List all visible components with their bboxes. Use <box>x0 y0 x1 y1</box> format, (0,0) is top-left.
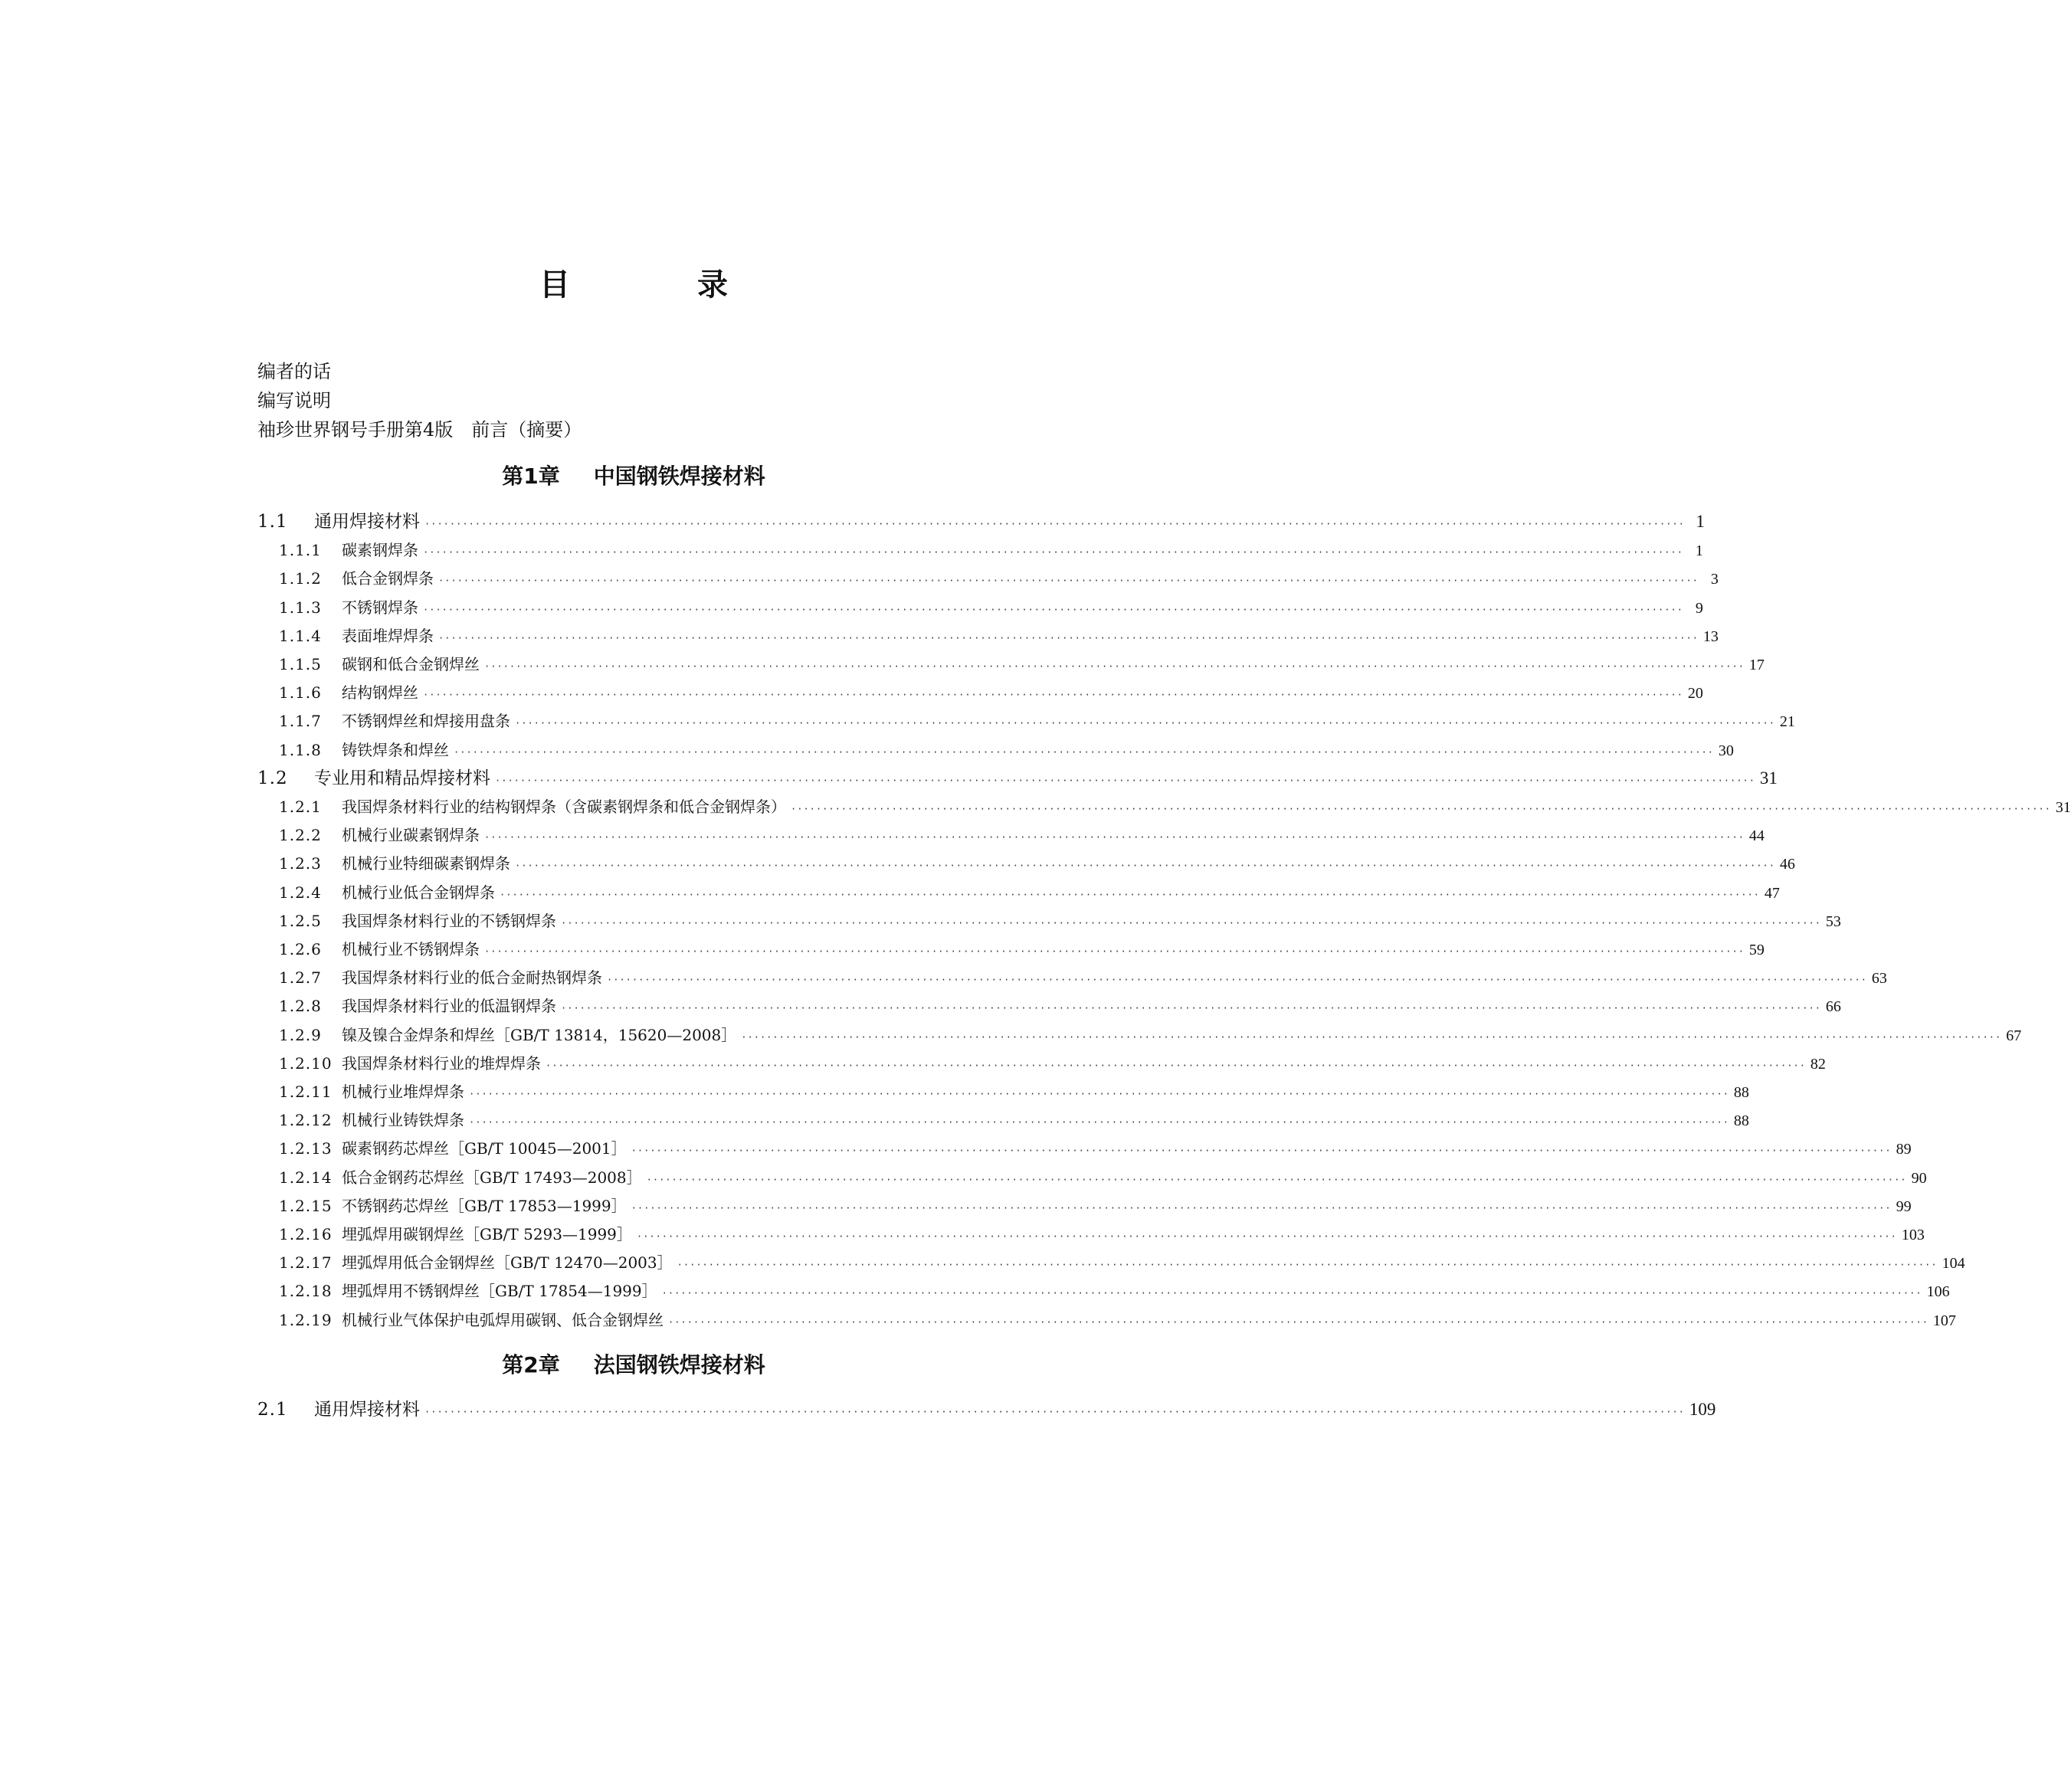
chapter-1-label: 第1章 <box>502 464 560 489</box>
toc-entry-number: 2.1 <box>257 1400 288 1420</box>
toc-dot-leader: ········································································································································································································ <box>484 946 1745 957</box>
chapter-1-heading <box>0 460 1267 490</box>
toc-dot-leader: ········································································································································································································ <box>561 1003 1821 1014</box>
toc-entry-number: 1.1 <box>257 512 288 532</box>
toc-entry-number: 1.2.12 <box>279 1111 333 1130</box>
toc-entry-title: 低合金钢焊条 <box>342 569 434 588</box>
toc-entry-page: 30 <box>1718 742 1734 759</box>
toc-entry-title: 我国焊条材料行业的堆焊焊条 <box>342 1053 541 1073</box>
toc-entry[interactable] <box>279 1109 1749 1132</box>
toc-entry-number: 1.2.2 <box>279 826 322 845</box>
toc-entry[interactable] <box>279 795 2071 818</box>
toc-entry-page: 47 <box>1764 884 1780 902</box>
toc-entry-page: 20 <box>1687 685 1703 703</box>
toc-dot-leader: ········································································································································································································ <box>546 1060 1806 1071</box>
toc-entry-title: 结构钢焊丝 <box>342 683 418 703</box>
toc-entry-page: 103 <box>1901 1227 1925 1243</box>
toc-entry[interactable] <box>257 1398 1716 1421</box>
toc-entry-page: 88 <box>1733 1084 1749 1101</box>
front-matter-preface: 袖珍世界钢号手册第4版 前言（摘要） <box>257 419 582 441</box>
toc-dot-leader: ········································································································································································································ <box>741 1031 2002 1043</box>
toc-entry-title: 我国焊条材料行业的结构钢焊条（含碳素钢焊条和低合金钢焊条） <box>342 798 786 816</box>
toc-entry-number: 1.2.13 <box>279 1139 333 1158</box>
toc-entry-number: 1.1.3 <box>279 598 322 617</box>
toc-dot-leader: ········································································································································································································ <box>677 1260 1938 1271</box>
toc-entry[interactable] <box>279 994 1841 1017</box>
toc-dot-leader: ········································································································································································································ <box>484 661 1745 672</box>
toc-entry-title: 通用焊接材料 <box>314 1400 420 1420</box>
toc-entry[interactable] <box>257 510 1705 533</box>
toc-dot-leader: ········································································································································································································ <box>469 1117 1729 1129</box>
toc-entry-title: 埋弧焊用低合金钢焊丝［GB/T 12470—2003］ <box>342 1253 673 1273</box>
toc-entry-page: 99 <box>1896 1197 1912 1215</box>
toc-entry-number: 1.1.1 <box>279 541 322 560</box>
toc-dot-leader: ········································································································································································································ <box>423 604 1683 615</box>
toc-entry-page: 1 <box>1696 512 1705 531</box>
toc-entry-number: 1.2.8 <box>279 997 322 1016</box>
front-matter-editors-note: 编者的话 <box>257 361 331 382</box>
toc-entry-page: 3 <box>1710 571 1719 588</box>
toc-entry-number: 1.2.3 <box>279 854 322 873</box>
toc-entry[interactable] <box>279 624 1719 647</box>
toc-entry-number: 1.2.9 <box>279 1025 322 1044</box>
toc-entry[interactable] <box>279 1279 1950 1302</box>
toc-entry[interactable] <box>279 596 1703 619</box>
toc-dot-leader: ········································································································································································································ <box>484 832 1745 844</box>
toc-entry[interactable] <box>279 938 1765 961</box>
toc-entry-page: 90 <box>1911 1169 1927 1187</box>
toc-dot-leader: ········································································································································································································ <box>515 860 1775 872</box>
toc-entry-number: 1.2.17 <box>279 1253 333 1273</box>
toc-entry-number: 1.2.1 <box>279 798 322 816</box>
toc-dot-leader: ········································································································································································································ <box>454 746 1714 758</box>
toc-entry[interactable] <box>279 653 1765 676</box>
toc-entry[interactable] <box>279 966 1887 989</box>
toc-entry-page: 46 <box>1779 856 1795 873</box>
toc-entry-title: 机械行业铸铁焊条 <box>342 1111 464 1130</box>
toc-entry[interactable] <box>279 681 1703 704</box>
toc-entry-title: 我国焊条材料行业的低合金耐热钢焊条 <box>342 968 602 988</box>
toc-entry-page: 63 <box>1871 970 1887 988</box>
toc-entry[interactable] <box>279 1223 1925 1246</box>
toc-entry-page: 44 <box>1748 827 1765 845</box>
toc-entry-title: 不锈钢药芯焊丝［GB/T 17853—1999］ <box>342 1196 627 1215</box>
toc-dot-leader: ········································································································································································································ <box>607 975 1867 986</box>
toc-dot-leader: ········································································································································································································ <box>423 690 1683 701</box>
toc-entry-title: 机械行业碳素钢焊条 <box>342 826 480 845</box>
toc-entry-number: 1.2.11 <box>279 1083 333 1101</box>
toc-dot-leader: ········································································································································································································ <box>424 1407 1685 1417</box>
toc-entry-title: 机械行业气体保护电弧焊用碳钢、低合金钢焊丝 <box>342 1310 664 1329</box>
toc-entry-title: 低合金钢药芯焊丝［GB/T 17493—2008］ <box>342 1168 642 1187</box>
toc-dot-leader: ········································································································································································································ <box>631 1145 1892 1157</box>
toc-entry-number: 1.2.18 <box>279 1282 333 1301</box>
toc-entry-number: 1.2.10 <box>279 1053 333 1073</box>
toc-entry-title: 机械行业不锈钢焊条 <box>342 940 480 958</box>
chapter-2-heading <box>0 1348 1267 1379</box>
toc-entry-title: 碳素钢药芯焊丝［GB/T 10045—2001］ <box>342 1139 627 1158</box>
toc-entry-page: 88 <box>1733 1112 1749 1130</box>
toc-entry-title: 碳钢和低合金钢焊丝 <box>342 655 480 673</box>
toc-entry-number: 1.2.14 <box>279 1168 333 1187</box>
toc-entry-page: 106 <box>1926 1283 1950 1301</box>
toc-entry-number: 1.1.2 <box>279 569 322 588</box>
toc-entry-page: 109 <box>1689 1400 1716 1419</box>
toc-entry[interactable] <box>279 567 1719 590</box>
toc-entry-title: 机械行业堆焊焊条 <box>342 1083 464 1101</box>
toc-entry-page: 13 <box>1702 627 1719 645</box>
toc-entry[interactable] <box>279 1166 1927 1189</box>
toc-dot-leader: ········································································································································································································ <box>438 575 1699 587</box>
toc-entry[interactable] <box>279 1251 1965 1274</box>
toc-entry-page: 89 <box>1896 1141 1912 1158</box>
toc-entry[interactable] <box>279 1194 1912 1217</box>
page-title: 目 录 <box>539 267 786 303</box>
toc-entry-page: 59 <box>1748 942 1765 958</box>
toc-entry[interactable] <box>279 824 1765 847</box>
toc-entry[interactable] <box>279 1137 1912 1160</box>
toc-entry-page: 21 <box>1779 713 1795 731</box>
chapter-1-name: 中国钢铁焊接材料 <box>593 464 765 489</box>
toc-entry-page: 31 <box>1759 768 1778 788</box>
toc-entry[interactable] <box>279 881 1780 904</box>
toc-entry[interactable] <box>279 739 1734 762</box>
toc-dot-leader: ········································································································································································································ <box>791 804 2051 814</box>
toc-entry-page: 31 <box>2055 799 2071 816</box>
toc-dot-leader: ········································································································································································································ <box>500 889 1760 900</box>
toc-entry-page: 53 <box>1825 912 1841 930</box>
toc-entry-page: 1 <box>1695 542 1703 560</box>
toc-dot-leader: ········································································································································································································ <box>515 718 1775 729</box>
toc-entry-number: 1.1.5 <box>279 655 322 673</box>
toc-entry[interactable] <box>257 767 1778 790</box>
toc-entry[interactable] <box>279 852 1795 875</box>
chapter-2-name: 法国钢铁焊接材料 <box>593 1352 765 1378</box>
toc-entry-number: 1.2.15 <box>279 1196 333 1215</box>
toc-dot-leader: ········································································································································································································ <box>438 632 1699 644</box>
toc-entry[interactable] <box>279 539 1703 562</box>
toc-entry[interactable] <box>279 1024 2022 1047</box>
toc-dot-leader: ········································································································································································································ <box>668 1316 1928 1328</box>
toc-dot-leader: ········································································································································································································ <box>561 917 1821 929</box>
toc-entry-page: 107 <box>1932 1312 1956 1329</box>
toc-entry-title: 表面堆焊焊条 <box>342 626 434 645</box>
toc-dot-leader: ········································································································································································································ <box>661 1288 1922 1299</box>
toc-entry-page: 9 <box>1695 599 1703 617</box>
toc-entry-number: 1.2.19 <box>279 1310 333 1329</box>
toc-entry-title: 机械行业特细碳素钢焊条 <box>342 854 510 873</box>
toc-entry-page: 66 <box>1825 998 1841 1016</box>
toc-entry-number: 1.1.8 <box>279 740 322 759</box>
toc-entry-title: 机械行业低合金钢焊条 <box>342 883 495 902</box>
toc-entry-title: 专业用和精品焊接材料 <box>314 768 490 788</box>
toc-dot-leader: ········································································································································································································ <box>631 1202 1892 1214</box>
toc-entry-title: 碳素钢焊条 <box>342 541 418 560</box>
toc-entry-number: 1.2 <box>257 768 288 788</box>
toc-dot-leader: ········································································································································································································ <box>495 775 1755 786</box>
chapter-2-label: 第2章 <box>502 1352 560 1378</box>
toc-entry-number: 1.2.6 <box>279 940 322 958</box>
toc-entry[interactable] <box>279 1052 1826 1075</box>
toc-entry-number: 1.1.4 <box>279 626 322 645</box>
toc-entry-number: 1.1.7 <box>279 712 322 731</box>
front-matter-writing-notes: 编写说明 <box>257 390 331 411</box>
toc-entry-number: 1.2.4 <box>279 883 322 902</box>
toc-entry-title: 我国焊条材料行业的不锈钢焊条 <box>342 911 556 930</box>
toc-entry-number: 1.2.5 <box>279 911 322 930</box>
toc-entry[interactable] <box>279 1080 1749 1103</box>
toc-entry-title: 埋弧焊用碳钢焊丝［GB/T 5293—1999］ <box>342 1225 632 1243</box>
toc-entry-title: 铸铁焊条和焊丝 <box>342 740 449 759</box>
toc-entry-page: 104 <box>1942 1255 1965 1273</box>
toc-dot-leader: ········································································································································································································ <box>646 1174 1907 1185</box>
toc-entry-page: 17 <box>1748 657 1765 673</box>
toc-entry-title: 埋弧焊用不锈钢焊丝［GB/T 17854—1999］ <box>342 1282 657 1301</box>
toc-entry-title: 我国焊条材料行业的低温钢焊条 <box>342 997 556 1016</box>
toc-entry[interactable] <box>279 709 1795 732</box>
toc-dot-leader: ········································································································································································································ <box>424 519 1685 529</box>
toc-entry[interactable] <box>279 909 1841 932</box>
toc-entry[interactable] <box>279 1309 1956 1332</box>
toc-entry-title: 不锈钢焊丝和焊接用盘条 <box>342 712 510 731</box>
toc-dot-leader: ········································································································································································································ <box>469 1089 1729 1099</box>
toc-entry-page: 82 <box>1810 1055 1826 1073</box>
toc-entry-page: 67 <box>2006 1027 2022 1044</box>
toc-dot-leader: ········································································································································································································ <box>423 547 1683 559</box>
toc-entry-title: 镍及镍合金焊条和焊丝［GB/T 13814，15620—2008］ <box>342 1025 737 1044</box>
toc-entry-number: 1.1.6 <box>279 683 322 703</box>
toc-entry-number: 1.2.16 <box>279 1225 333 1243</box>
toc-entry-number: 1.2.7 <box>279 968 322 988</box>
toc-entry-title: 不锈钢焊条 <box>342 598 418 617</box>
toc-entry-title: 通用焊接材料 <box>314 512 420 532</box>
toc-dot-leader: ········································································································································································································ <box>636 1231 1897 1242</box>
